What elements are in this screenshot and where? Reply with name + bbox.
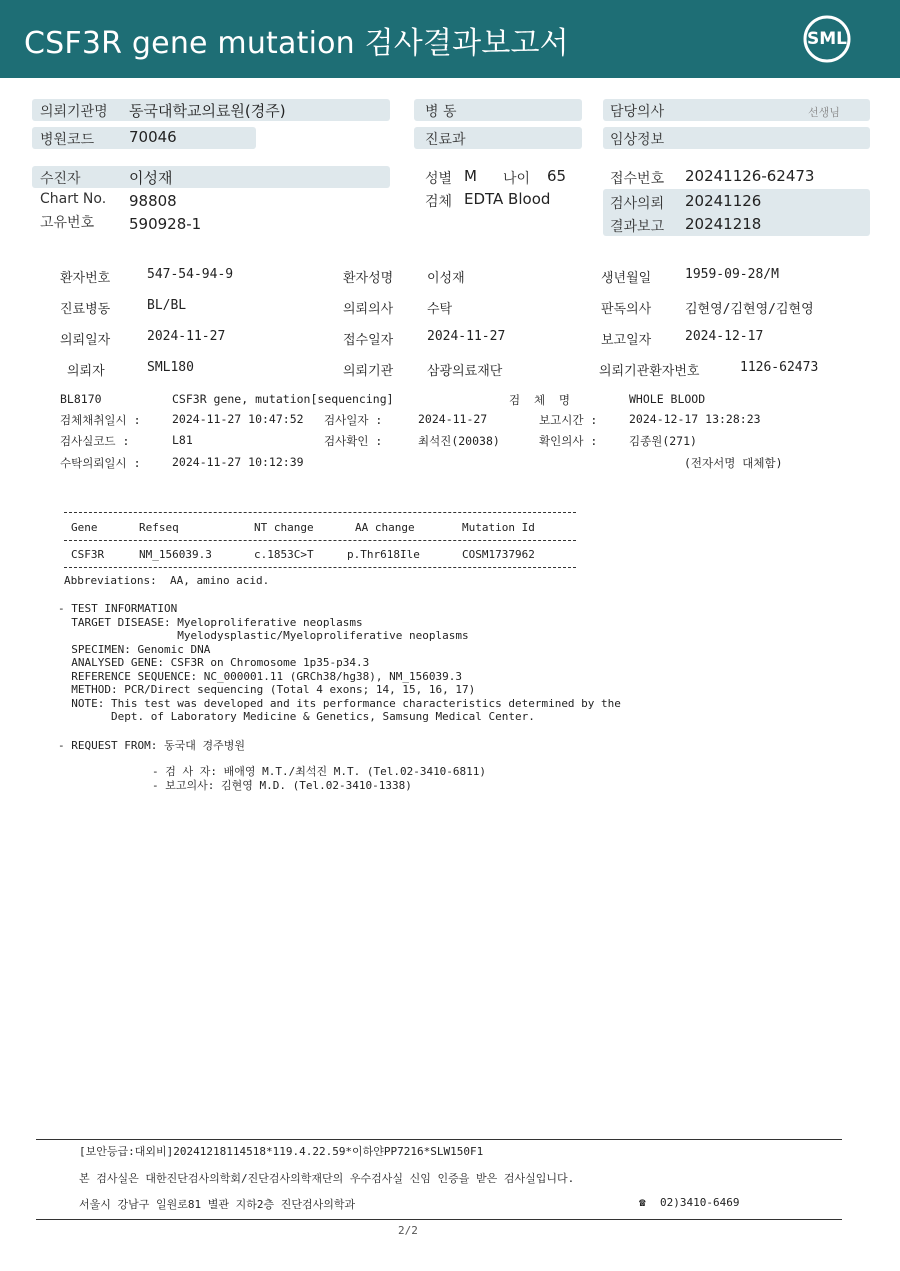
test-code: BL8170 bbox=[60, 392, 102, 406]
patient-number-label: 환자번호 bbox=[60, 271, 111, 286]
receipt-no-value: 20241126-62473 bbox=[685, 167, 815, 185]
collection-time-label: 검체채취일시 : bbox=[60, 413, 141, 427]
receipt-no-label: 접수번호 bbox=[610, 171, 665, 187]
requesting-doctor-value: 수탁 bbox=[427, 302, 453, 317]
patient-number-value: 547-54-94-9 bbox=[147, 267, 234, 282]
test-date-value: 2024-11-27 bbox=[418, 412, 488, 426]
report-line: REFERENCE SEQUENCE: NC_000001.11 (GRCh38/hg38), NM_156039.3 bbox=[58, 669, 462, 683]
test-date-label: 검사일자 : bbox=[324, 413, 383, 427]
report-header bbox=[0, 0, 900, 78]
col-header-refseq: Refseq bbox=[139, 521, 179, 534]
doctor-suffix: 선생님 bbox=[808, 106, 840, 119]
request-day-label: 의뢰일자 bbox=[60, 333, 111, 348]
report-date-value: 20241218 bbox=[685, 215, 762, 233]
age-value: 65 bbox=[547, 167, 567, 185]
table-header-rule bbox=[64, 540, 576, 541]
abbreviations-note: Abbreviations: AA, amino acid. bbox=[64, 574, 270, 587]
footer-top-rule bbox=[36, 1139, 842, 1140]
tester-line: - 검 사 자: 배애영 M.T./최석진 M.T. (Tel.02-3410-6811) bbox=[152, 765, 487, 778]
report-day-label: 보고일자 bbox=[601, 333, 652, 348]
security-line: [보안등급:대외비]20241218114518*119.4.22.59*이하얀PP7216*SLW150F1 bbox=[79, 1145, 484, 1158]
chart-no-value: 98808 bbox=[129, 192, 177, 210]
report-date-label: 결과보고 bbox=[610, 219, 665, 235]
requester-label: 의뢰자 bbox=[67, 364, 105, 379]
test-information-block bbox=[58, 602, 621, 724]
collection-time-value: 2024-11-27 10:47:52 bbox=[172, 412, 304, 426]
institution-patient-no-value: 1126-62473 bbox=[740, 360, 819, 375]
col-header-mutation-id: Mutation Id bbox=[462, 521, 535, 534]
col-header-aa-change: AA change bbox=[355, 521, 415, 534]
requesting-institution-label: 의뢰기관 bbox=[343, 364, 394, 379]
report-time-label: 보고시간 : bbox=[539, 413, 598, 427]
patient-label: 수진자 bbox=[40, 171, 81, 187]
doctor-label: 담당의사 bbox=[610, 104, 665, 120]
certification-line: 본 검사실은 대한진단검사의학회/진단검사의학재단의 우수검사실 신임 인증을 받은 검사실입니다. bbox=[79, 1172, 575, 1185]
sml-logo: SML bbox=[802, 14, 852, 64]
consignment-time-value: 2024-11-27 10:12:39 bbox=[172, 455, 304, 469]
lab-address: 서울시 강남구 일원로81 별관 지하2층 진단검사의학과 bbox=[79, 1198, 356, 1211]
requester-value: SML180 bbox=[147, 360, 194, 375]
patient-name-value: 이성재 bbox=[427, 271, 465, 286]
requesting-doctor-label: 의뢰의사 bbox=[343, 302, 394, 317]
unique-no-value: 590928-1 bbox=[129, 215, 202, 233]
table-cell-aa-change: p.Thr618Ile bbox=[347, 548, 420, 561]
age-label: 나이 bbox=[503, 171, 531, 187]
chart-no-label: Chart No. bbox=[40, 191, 107, 207]
reporting-doctor-line: - 보고의사: 김현영 M.D. (Tel.02-3410-1338) bbox=[152, 779, 412, 792]
birth-date-value: 1959-09-28/M bbox=[685, 267, 779, 282]
verifying-doctor-value: 김종원(271) bbox=[629, 434, 697, 448]
consignment-time-label: 수탁의뢰일시 : bbox=[60, 456, 141, 470]
hospital-code-label: 병원코드 bbox=[40, 132, 95, 148]
table-cell-nt-change: c.1853C>T bbox=[254, 548, 314, 561]
reading-doctor-label: 판독의사 bbox=[601, 302, 652, 317]
lab-phone: 02)3410-6469 bbox=[660, 1196, 740, 1209]
reading-doctor-value: 김현영/김현영/김현영 bbox=[685, 302, 814, 317]
report-line: - TEST INFORMATION bbox=[58, 602, 178, 615]
patient-name-label: 환자성명 bbox=[343, 271, 394, 286]
request-from-line: - REQUEST FROM: 동국대 경주병원 bbox=[58, 739, 245, 752]
report-time-value: 2024-12-17 13:28:23 bbox=[629, 412, 761, 426]
test-confirm-label: 검사확인 : bbox=[324, 434, 383, 448]
unique-no-label: 고유번호 bbox=[40, 215, 95, 231]
table-cell-gene: CSF3R bbox=[71, 548, 105, 561]
report-line: Dept. of Laboratory Medicine & Genetics, Samsung Medical Center. bbox=[58, 710, 535, 723]
lab-code-label: 검사실코드 : bbox=[60, 434, 130, 448]
test-name: CSF3R gene, mutation[sequencing] bbox=[172, 392, 394, 406]
table-cell-mutation-id: COSM1737962 bbox=[462, 548, 535, 561]
institution-patient-no-label: 의뢰기관환자번호 bbox=[599, 364, 700, 379]
report-line: NOTE: This test was developed and its performance characteristics determined by the bbox=[58, 696, 621, 710]
page-number: 2/2 bbox=[398, 1224, 418, 1237]
sex-label: 성별 bbox=[425, 171, 453, 187]
clinic-ward-label: 진료병동 bbox=[60, 302, 111, 317]
clinical-info-label: 임상정보 bbox=[610, 132, 665, 148]
request-date-value: 20241126 bbox=[685, 192, 762, 210]
lab-code-value: L81 bbox=[172, 433, 193, 447]
table-cell-refseq: NM_156039.3 bbox=[139, 548, 212, 561]
footer-bottom-rule bbox=[36, 1219, 842, 1220]
requesting-institution-value: 삼광의료재단 bbox=[427, 364, 503, 379]
birth-date-label: 생년월일 bbox=[601, 271, 652, 286]
table-bottom-rule bbox=[64, 567, 576, 568]
col-header-gene: Gene bbox=[71, 521, 98, 534]
department-label: 진료과 bbox=[425, 132, 466, 148]
phone-icon: ☎ bbox=[639, 1196, 646, 1209]
receipt-day-label: 접수일자 bbox=[343, 333, 394, 348]
patient-value: 이성재 bbox=[129, 169, 173, 187]
esign-note: (전자서명 대체함) bbox=[684, 456, 783, 470]
test-confirm-value: 최석진(20038) bbox=[418, 434, 500, 448]
report-line: ANALYSED GENE: CSF3R on Chromosome 1p35-p34.3 bbox=[58, 656, 370, 669]
report-line: METHOD: PCR/Direct sequencing (Total 4 exons; 14, 15, 16, 17) bbox=[58, 683, 476, 696]
request-day-value: 2024-11-27 bbox=[147, 329, 226, 344]
report-title: CSF3R gene mutation 검사결과보고서 bbox=[24, 26, 569, 61]
specimen-name-value: WHOLE BLOOD bbox=[629, 392, 706, 406]
verifying-doctor-label: 확인의사 : bbox=[539, 434, 598, 448]
clinic-ward-value: BL/BL bbox=[147, 298, 187, 313]
receipt-day-value: 2024-11-27 bbox=[427, 329, 506, 344]
report-day-value: 2024-12-17 bbox=[685, 329, 764, 344]
specimen-value: EDTA Blood bbox=[464, 190, 551, 208]
col-header-nt-change: NT change bbox=[254, 521, 314, 534]
hospital-code-value: 70046 bbox=[129, 128, 177, 146]
institution-label: 의뢰기관명 bbox=[40, 104, 108, 120]
sex-value: M bbox=[464, 167, 477, 185]
institution-value: 동국대학교의료원(경주) bbox=[129, 102, 286, 120]
specimen-label: 검체 bbox=[425, 194, 453, 210]
ward-label: 병 동 bbox=[425, 104, 457, 120]
report-line: TARGET DISEASE: Myeloproliferative neoplasms bbox=[58, 615, 363, 629]
report-line: Myelodysplastic/Myeloproliferative neoplasms bbox=[58, 629, 469, 642]
report-line: SPECIMEN: Genomic DNA bbox=[58, 642, 211, 656]
specimen-name-label: 검 체 명 bbox=[509, 393, 571, 407]
patient-box bbox=[32, 166, 390, 188]
request-date-label: 검사의뢰 bbox=[610, 196, 665, 212]
table-top-rule bbox=[64, 512, 576, 513]
